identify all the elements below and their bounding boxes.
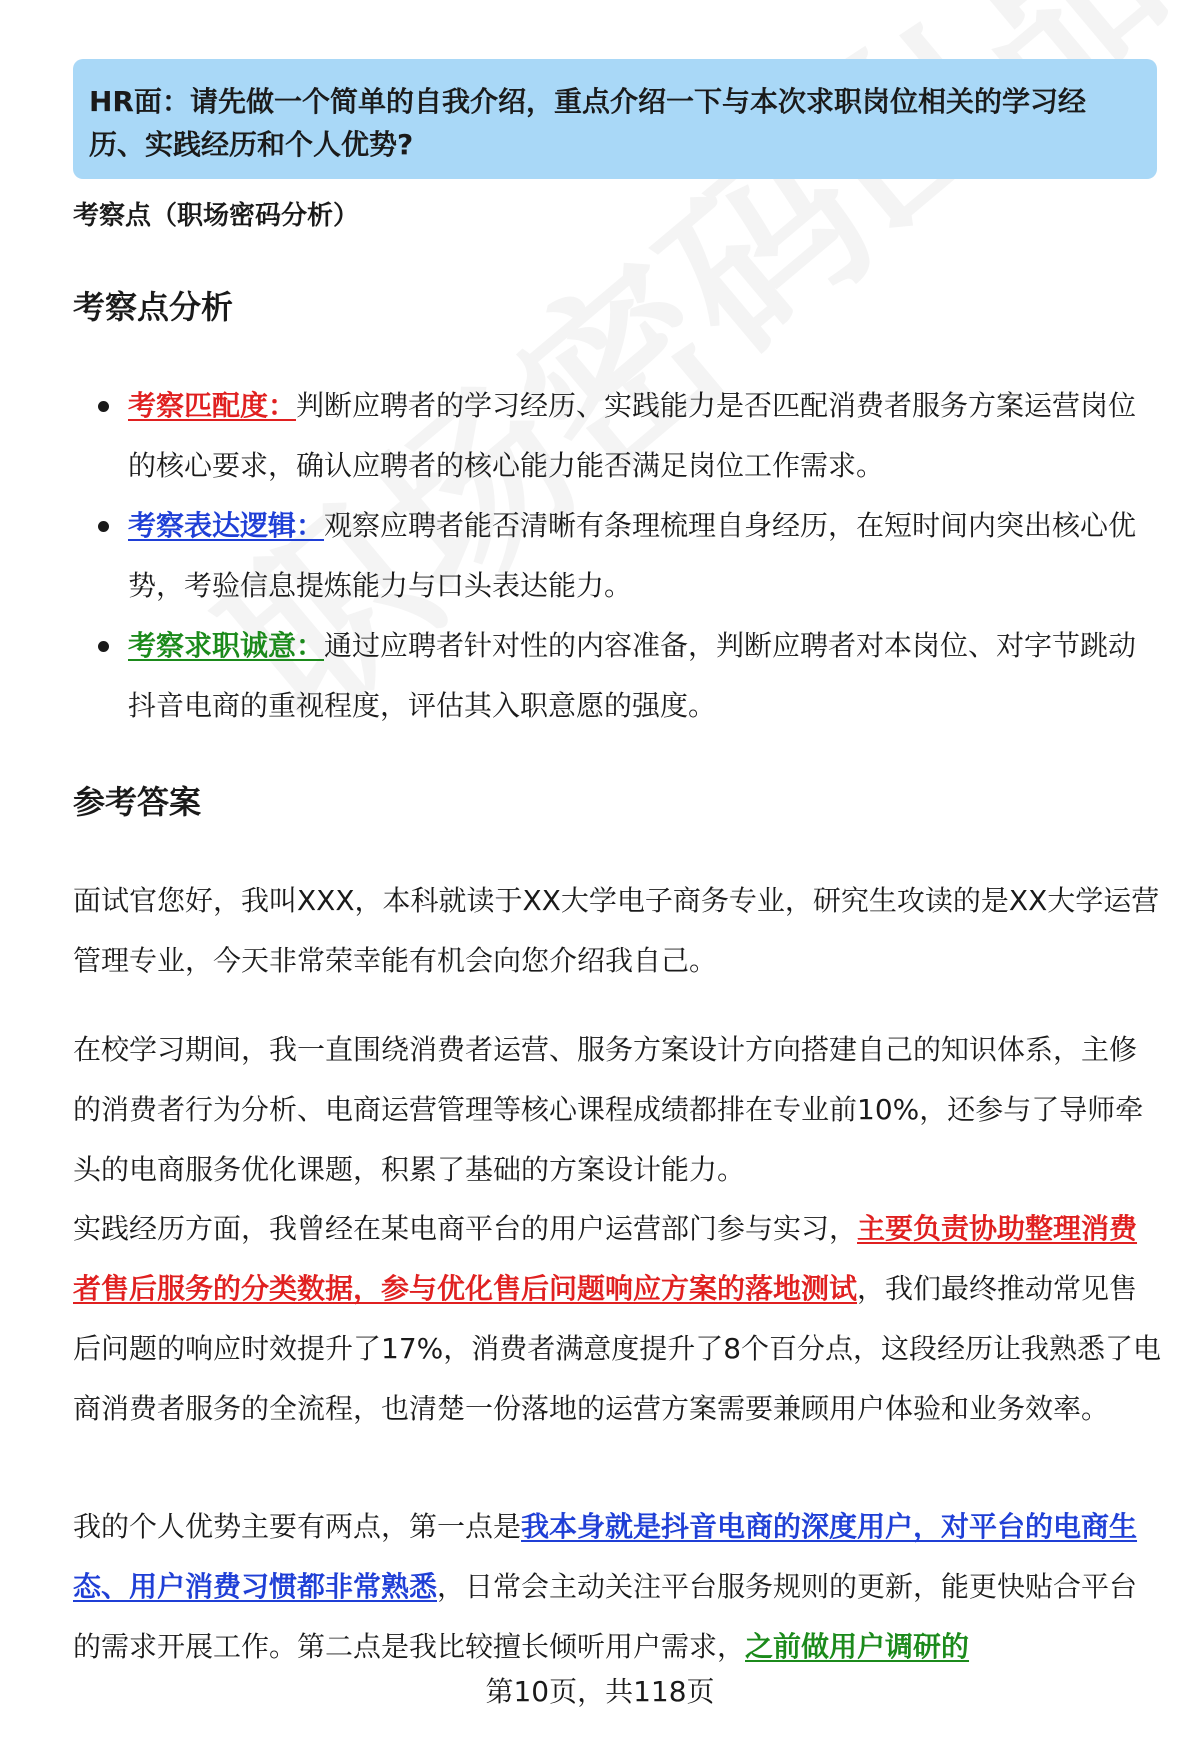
bullet-keyword: 考察求职诚意： — [128, 629, 325, 662]
answer-paragraph-practice — [73, 1199, 1163, 1439]
paragraph-text: 我的个人优势主要有两点，第一点是 — [73, 1510, 522, 1543]
bullet-item — [73, 376, 1163, 496]
question-text: HR面：请先做一个简单的自我介绍，重点介绍一下与本次求职岗位相关的学习经历、实践经历和个人优势? — [89, 85, 1086, 161]
paragraph-text: ，我们最终推动常见售后问题的响应时效提升了17%，消费者满意度提升了8个百分点，这段经历让我熟悉了电商消费者服务的全流程，也清楚一份落地的运营方案需要兼顾用户体验和业务效率。 — [73, 1272, 1162, 1425]
bullet-keyword: 考察匹配度： — [128, 389, 297, 422]
paragraph-text: ，日常会主动关注平台服务规则的更新，能更快贴合平台的需求开展工作。第二点是我比较擅长倾听用户需求， — [73, 1570, 1138, 1663]
answer-paragraph-strengths — [73, 1497, 1163, 1677]
highlight-text: 我本身就是抖音电商的深度用户，对平台的电商生态、用户消费习惯都非常熟悉 — [73, 1510, 1138, 1603]
highlight-text: 主要负责协助整理消费者售后服务的分类数据，参与优化售后问题响应方案的落地测试 — [73, 1212, 1138, 1305]
bullet-text: 通过应聘者针对性的内容准备，判断应聘者对本岗位、对字节跳动抖音电商的重视程度，评估其入职意愿的强度。 — [128, 629, 1137, 722]
paragraph-text: 实践经历方面，我曾经在某电商平台的用户运营部门参与实习， — [73, 1212, 858, 1245]
page-number: 第10页，共118页 — [485, 1675, 715, 1708]
analysis-heading: 考察点分析 — [73, 288, 234, 326]
bullet-text: 判断应聘者的学习经历、实践能力是否匹配消费者服务方案运营岗位的核心要求，确认应聘者的核心能力能否满足岗位工作需求。 — [128, 389, 1137, 482]
highlight-text: 之前做用户调研的 — [745, 1630, 970, 1663]
bullet-text: 观察应聘者能否清晰有条理梳理自身经历，在短时间内突出核心优势，考验信息提炼能力与口头表达能力。 — [128, 509, 1137, 602]
answer-heading: 参考答案 — [73, 783, 202, 821]
answer-paragraph-study: 在校学习期间，我一直围绕消费者运营、服务方案设计方向搭建自己的知识体系，主修的消费者行为分析、电商运营管理等核心课程成绩都排在专业前10%，还参与了导师牵头的电商服务优化课题，积累了基础的方案设计能力。 — [73, 1033, 1144, 1186]
bullet-item — [73, 616, 1163, 736]
bullet-dot-icon — [98, 641, 109, 652]
analysis-bullet-list — [73, 376, 1163, 736]
answer-paragraph-intro: 面试官您好，我叫XXX，本科就读于XX大学电子商务专业，研究生攻读的是XX大学运营管理专业，今天非常荣幸能有机会向您介绍我自己。 — [73, 884, 1160, 977]
bullet-item — [73, 496, 1163, 616]
bullet-dot-icon — [98, 401, 109, 412]
bullet-keyword: 考察表达逻辑： — [128, 509, 325, 542]
bullet-dot-icon — [98, 521, 109, 532]
question-box — [73, 59, 1157, 179]
section-label: 考察点（职场密码分析） — [73, 201, 360, 231]
